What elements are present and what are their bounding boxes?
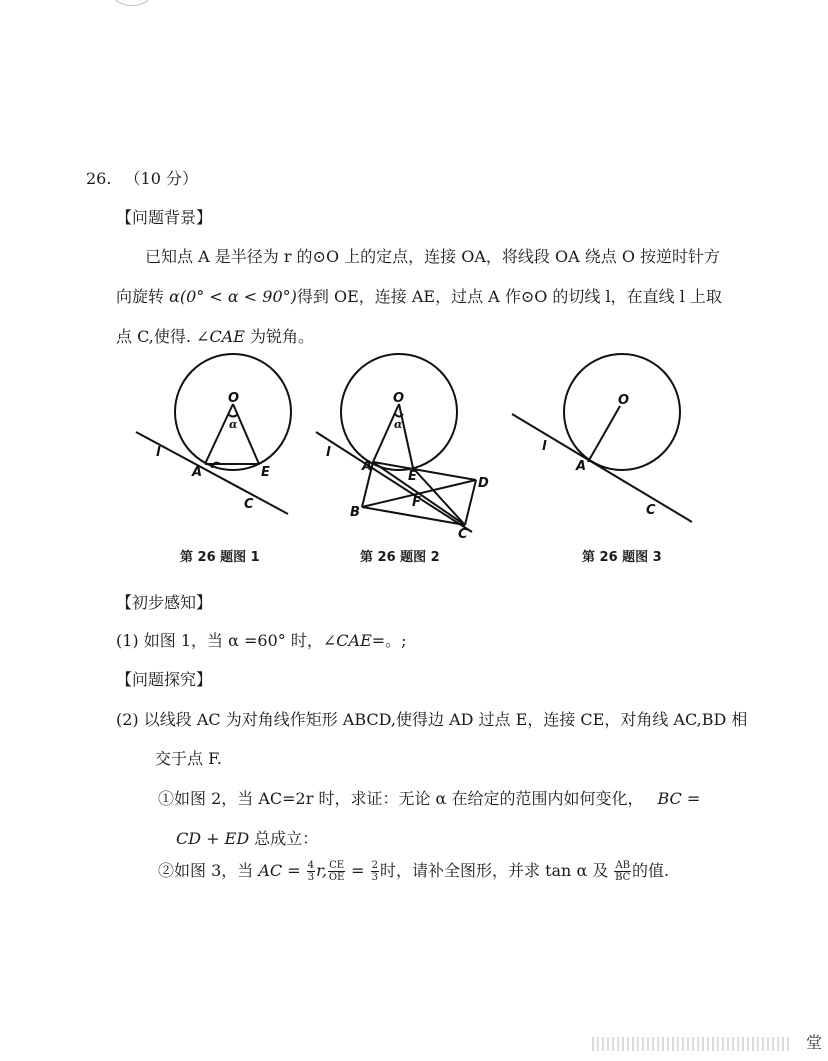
fig3-caption: 第 26 题图 3 bbox=[582, 550, 662, 565]
fig1-label-c: C bbox=[244, 497, 254, 512]
fraction-4-3-num: 4 bbox=[307, 860, 315, 871]
fig2-circle bbox=[341, 354, 457, 470]
watermark-bar bbox=[782, 1037, 784, 1051]
figure-1 bbox=[128, 352, 318, 527]
explore-header: 【问题探究】 bbox=[116, 670, 213, 689]
watermark-bar bbox=[612, 1037, 614, 1051]
watermark-bar bbox=[597, 1037, 599, 1051]
fraction-ce-oe-num: CE bbox=[329, 860, 345, 871]
background-line-2 bbox=[116, 284, 722, 307]
fig1-segment-oe bbox=[233, 404, 259, 464]
sub-question-1-line-2 bbox=[176, 826, 318, 849]
fig2-caption: 第 26 题图 2 bbox=[360, 550, 440, 565]
fig1-label-e: E bbox=[261, 465, 270, 480]
fig2-label-f: F bbox=[412, 495, 421, 510]
fig3-label-c: C bbox=[646, 503, 656, 518]
watermark-bar bbox=[747, 1037, 749, 1051]
sub-question-1-math-bc: BC = bbox=[657, 789, 701, 808]
watermark-bar bbox=[592, 1037, 594, 1051]
watermark-bar bbox=[667, 1037, 669, 1051]
fraction-ce-oe bbox=[328, 860, 345, 883]
sub-question-1-line-1 bbox=[158, 786, 700, 809]
question-number: 26. bbox=[86, 169, 112, 188]
fraction-2-3-den: 3 bbox=[371, 872, 378, 883]
watermark-bar bbox=[737, 1037, 739, 1051]
watermark-bar bbox=[777, 1037, 779, 1051]
watermark-bar bbox=[687, 1037, 689, 1051]
watermark-bar bbox=[757, 1037, 759, 1051]
watermark-bar bbox=[717, 1037, 719, 1051]
fraction-4-3 bbox=[307, 860, 315, 883]
background-header: 【问题背景】 bbox=[116, 208, 213, 227]
question-1 bbox=[116, 628, 407, 651]
background-line-1: 已知点 A 是半径为 r 的⊙O 上的定点，连接 OA，将线段 OA 绕点 O 按逆时针方 bbox=[145, 247, 721, 266]
fraction-ab-bc bbox=[614, 860, 631, 883]
fig2-segment-oe bbox=[399, 404, 413, 468]
fig3-label-o: O bbox=[618, 393, 630, 408]
watermark-bar bbox=[762, 1037, 764, 1051]
fig1-label-alpha: α bbox=[229, 418, 238, 431]
watermark-bar bbox=[627, 1037, 629, 1051]
watermark-bar bbox=[672, 1037, 674, 1051]
fig1-circle bbox=[175, 354, 291, 470]
sub-question-2-text-c: 的值. bbox=[632, 861, 670, 880]
sub-question-2-text-a: ②如图 3，当 bbox=[158, 861, 259, 880]
fig2-segment-oa bbox=[373, 404, 399, 462]
watermark-bar bbox=[677, 1037, 679, 1051]
question-score: （10 分） bbox=[124, 169, 198, 188]
alpha-range-math: α(0° < α < 90°) bbox=[169, 287, 297, 306]
fig2-alpha-arc bbox=[395, 414, 403, 417]
fig3-segment-oa bbox=[588, 406, 620, 462]
question-1-text-a: (1) 如图 1，当 α =60° 时， bbox=[116, 631, 323, 650]
fig2-label-c: C bbox=[458, 527, 468, 542]
watermark-bar bbox=[647, 1037, 649, 1051]
page-corner-arc bbox=[110, 0, 154, 6]
fig2-tangent-line bbox=[316, 432, 472, 532]
fig3-tangent-line bbox=[512, 414, 692, 522]
angle-cae-math: ∠CAE bbox=[196, 327, 245, 346]
background-line-3 bbox=[116, 324, 314, 347]
watermark-bar bbox=[622, 1037, 624, 1051]
watermark-bar bbox=[652, 1037, 654, 1051]
question-2-line-1: (2) 以线段 AC 为对角线作矩形 ABCD,使得边 AD 过点 E，连接 CE，对角线 AC,BD 相 bbox=[116, 710, 748, 729]
watermark-bar bbox=[607, 1037, 609, 1051]
fig2-segment-dc bbox=[465, 480, 476, 525]
watermark-bar bbox=[767, 1037, 769, 1051]
watermark-bar bbox=[682, 1037, 684, 1051]
question-2-line-2: 交于点 F. bbox=[155, 749, 222, 768]
watermark-bar bbox=[712, 1037, 714, 1051]
fig1-label-o: O bbox=[228, 391, 240, 406]
fig1-alpha-arc bbox=[228, 414, 238, 417]
watermark-bar bbox=[642, 1037, 644, 1051]
fraction-ab-bc-num: AB bbox=[615, 860, 631, 871]
question-1-angle-math: ∠CAE bbox=[322, 631, 372, 650]
fig1-label-a: A bbox=[192, 465, 203, 480]
background-line-2-text-a: 向旋转 bbox=[116, 287, 170, 306]
figure-3 bbox=[510, 352, 700, 527]
watermark-bar bbox=[732, 1037, 734, 1051]
background-line-3-text-a: 点 C,使得. bbox=[116, 327, 197, 346]
watermark-bar bbox=[772, 1037, 774, 1051]
watermark-bar bbox=[727, 1037, 729, 1051]
fig1-segment-oa bbox=[205, 404, 233, 464]
fig1-caption: 第 26 题图 1 bbox=[180, 550, 260, 565]
fig3-label-a: A bbox=[576, 459, 587, 474]
fig2-label-l: l bbox=[326, 445, 331, 460]
fig3-label-l: l bbox=[542, 439, 547, 454]
watermark-bar bbox=[787, 1037, 789, 1051]
watermark-bar bbox=[602, 1037, 604, 1051]
watermark-bar bbox=[697, 1037, 699, 1051]
background-line-2-text-b: 得到 OE，连接 AE，过点 A 作⊙O 的切线 l，在直线 l 上取 bbox=[296, 287, 722, 306]
sub-question-2-r: r, bbox=[316, 861, 328, 880]
sub-question-2-eq: = bbox=[346, 861, 370, 880]
watermark-bar bbox=[637, 1037, 639, 1051]
fig2-label-e: E bbox=[408, 469, 417, 484]
watermark-strip bbox=[592, 1033, 822, 1053]
watermark-bar bbox=[722, 1037, 724, 1051]
fig2-label-o: O bbox=[393, 391, 405, 406]
sub-question-2 bbox=[158, 858, 669, 883]
fig1-label-l: l bbox=[156, 445, 161, 460]
sub-question-2-ac: AC = bbox=[258, 861, 306, 880]
figure-2 bbox=[310, 352, 510, 542]
watermark-bar bbox=[617, 1037, 619, 1051]
fig2-label-alpha: α bbox=[394, 418, 403, 431]
sub-question-1-text: ①如图 2，当 AC=2r 时，求证：无论 α 在给定的范围内如何变化， bbox=[158, 789, 644, 808]
watermark-bar bbox=[742, 1037, 744, 1051]
watermark-bar bbox=[692, 1037, 694, 1051]
sub-question-1-text-b: 总成立： bbox=[249, 829, 319, 848]
watermark-bar bbox=[702, 1037, 704, 1051]
fig2-label-d: D bbox=[478, 476, 489, 491]
sub-question-2-text-b: 时，请补全图形，并求 tan α 及 bbox=[380, 861, 614, 880]
watermark-bar bbox=[752, 1037, 754, 1051]
fig2-label-b: B bbox=[350, 505, 360, 520]
watermark-bar bbox=[662, 1037, 664, 1051]
watermark-bar bbox=[632, 1037, 634, 1051]
fraction-ce-oe-den: OE bbox=[328, 872, 345, 883]
watermark-bar bbox=[707, 1037, 709, 1051]
fraction-2-3-num: 2 bbox=[371, 860, 378, 871]
fraction-2-3 bbox=[371, 860, 379, 883]
initial-header: 【初步感知】 bbox=[116, 593, 213, 612]
fraction-4-3-den: 3 bbox=[307, 872, 315, 883]
fig3-circle bbox=[564, 354, 680, 470]
fraction-ab-bc-den: BC bbox=[615, 872, 631, 883]
sub-question-1-math-cd-ed: CD + ED bbox=[176, 829, 250, 848]
corner-mark: 堂 bbox=[805, 1033, 822, 1052]
question-heading bbox=[86, 166, 198, 189]
fig2-label-a: A bbox=[362, 459, 373, 474]
question-1-text-b: =。; bbox=[371, 631, 407, 650]
background-line-3-text-b: 为锐角。 bbox=[244, 327, 315, 346]
figures-row bbox=[118, 352, 718, 577]
watermark-bar bbox=[657, 1037, 659, 1051]
